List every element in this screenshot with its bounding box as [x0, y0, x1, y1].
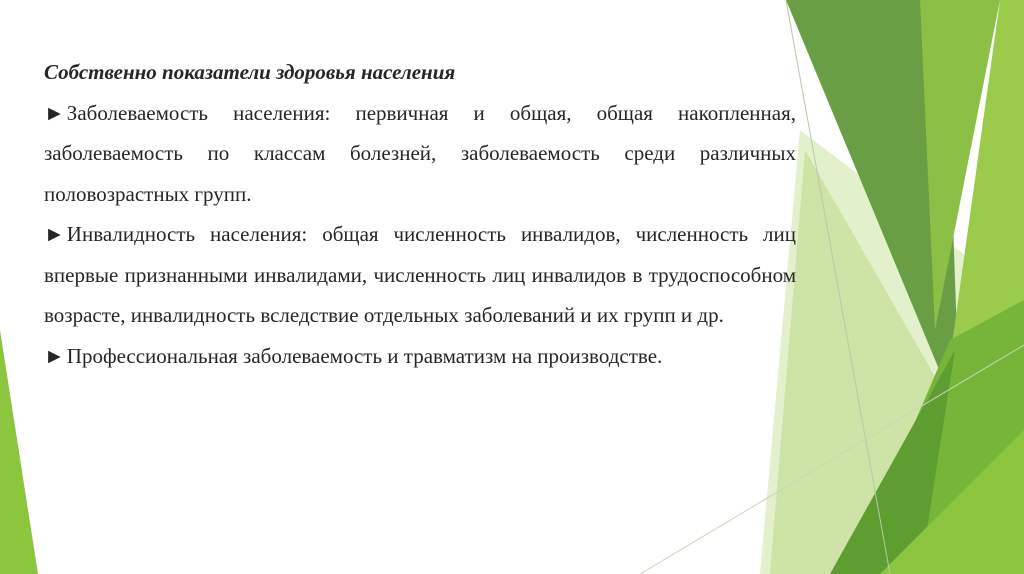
paragraph-text: Заболеваемость населения: первичная и общая, общая накопленная, заболеваемость по классам болезней, заболеваемость среди различных половозрастных групп. [44, 100, 796, 206]
bullet-arrow-icon: ► [44, 343, 65, 368]
bullet-paragraph-morbidity [44, 93, 796, 215]
slide-heading: Собственно показатели здоровья населения [44, 60, 456, 84]
bullet-arrow-icon: ► [44, 100, 65, 125]
bullet-paragraph-occupational [44, 336, 796, 377]
bullet-arrow-icon: ► [44, 222, 65, 246]
paragraph-text: Инвалидность населения: общая численность инвалидов, численность лиц впервые признанными инвалидами, численность лиц инвалидов в трудоспособном возрасте, инвалидность вследствие отдельных заболеваний и их групп и др. [44, 222, 796, 327]
slide-content [44, 52, 796, 376]
bullet-paragraph-disability [44, 214, 796, 336]
paragraph-text: Профессиональная заболеваемость и травматизм на производстве. [66, 343, 663, 368]
left-edge-shape [0, 330, 38, 574]
